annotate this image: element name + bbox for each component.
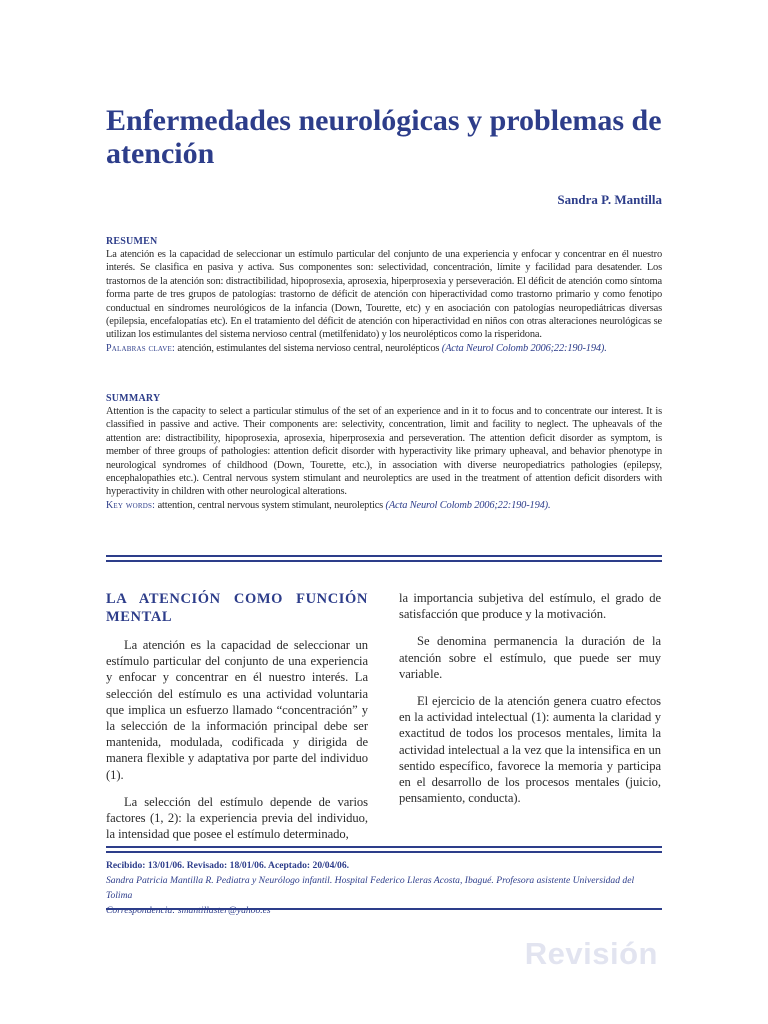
summary-citation: (Acta Neurol Colomb 2006;22:190-194). bbox=[385, 499, 551, 511]
summary-text: Attention is the capacity to select a particular stimulus of the set of an experience and in it to focus and to concentrate our interest. It is classified in passive and active. Their components are: selectivity, concentration, limit and facility to neglect. The upheavals of the attention are: distractibility, hipoprosexia, aprosexia, hiperprosexia and perseveration. The attention deficit disorder as symptom, is member of three groups of pathologies: attention deficit disorder with hyperactivity like primary upheaval, and behavior phenotype in neurological syndromes of childhood (Down, Tourette, etc.), in association with diverse neuropediatrics pathologies (epilepsy, encephalopathies etc.). Central nervous system stimulant and neuroleptics are used in the treatment of attention deficit disorders with hyperactivity in children with other neurological alterations. bbox=[106, 406, 662, 498]
received-dates: Recibido: 13/01/06. Revisado: 18/01/06. Aceptado: 20/04/06. bbox=[106, 860, 350, 871]
divider-rule bbox=[106, 560, 662, 562]
resumen-keywords-label: Palabras clave: bbox=[106, 342, 175, 354]
summary-keywords-label: Key words: bbox=[106, 499, 156, 511]
resumen-heading: RESUMEN bbox=[106, 236, 158, 247]
divider-rule bbox=[106, 555, 662, 557]
resumen-text: La atención es la capacidad de seleccionar un estímulo particular del conjunto de una experiencia y enfocar y concentrar en él nuestro interés. Se clasifica en pasiva y activa. Sus componentes son: selectividad, concentración, límite y facilidad para desatender. Los trastornos de la atención son: distractibilidad, hipoprosexia, aprosexia, hiperprosexia y perseveración. El déficit de atención como síntoma forma parte de tres grupos de patologías: trastorno de déficit de atención con hiperactividad como trastorno primario y como fenotipo conductual en síndromes neurológicos de la infancia (Down, Tourette, etc) y en asociación con patologías neuropediátricas diversas (epilepsia, encefalopatías etc). En el tratamiento del déficit de atención con hiperactividad en niños con otras alteraciones neurológicas se utilizan los estimulantes del sistema nervioso central (metilfenidato) y los neurolépticos como la risperidona. bbox=[106, 249, 662, 341]
body-paragraph: La atención es la capacidad de seleccionar un estímulo particular del conjunto de una experiencia y enfocar y concentrar en él nuestro interés. La selección del estímulo es una actividad voluntaria que implica un esfuerzo llamado “concentración” y la selección de la información principal debe ser mantenida, modulada, codificada y dirigida de manera flexible y adaptativa por parte del individuo (1). bbox=[106, 638, 368, 782]
divider-rule bbox=[106, 846, 662, 848]
correspondence-email: smantillaster@yahoo.es bbox=[177, 905, 271, 916]
body-paragraph: La selección del estímulo depende de varios factores (1, 2): la experiencia previa del individuo, la intensidad que posee el estímulo determinado, bbox=[106, 794, 368, 842]
summary-keywords bbox=[106, 499, 662, 512]
resumen-block bbox=[106, 236, 662, 355]
author-name: Sandra P. Mantilla bbox=[557, 192, 662, 207]
article-title: Enfermedades neurológicas y problemas de atención bbox=[106, 104, 662, 170]
resumen-keywords bbox=[106, 342, 662, 355]
body-paragraph: Se denomina permanencia la duración de la atención sobre el estímulo, que puede ser muy variable. bbox=[399, 634, 661, 681]
author-affiliation: Sandra Patricia Mantilla R. Pediatra y Neurólogo infantil. Hospital Federico Lleras Acosta, Ibagué. Profesora asistente Universidad del Tolima bbox=[106, 875, 635, 901]
section-tag: Revisión bbox=[524, 936, 658, 971]
summary-heading: SUMMARY bbox=[106, 393, 161, 404]
summary-block bbox=[106, 393, 662, 512]
body-column-left bbox=[106, 590, 368, 853]
divider-rule bbox=[106, 908, 662, 910]
body-paragraph-continuation: la importancia subjetiva del estímulo, el grado de satisfacción que produce y la motivación. bbox=[399, 591, 661, 622]
section-heading: LA ATENCIÓN COMO FUNCIÓN MENTAL bbox=[106, 591, 368, 625]
divider-rule bbox=[106, 851, 662, 853]
body-paragraph: El ejercicio de la atención genera cuatro efectos en la actividad intelectual (1): aumenta la claridad y exactitud de todos los procesos mentales, limita la actividad intelectual a la vez que la intensifica en un sentido específico, favorece la memoria y participa en el desarrollo de los procesos mentales (juicio, pensamiento, conducta). bbox=[399, 694, 661, 806]
body-column-right bbox=[399, 590, 661, 817]
correspondence-line bbox=[106, 903, 662, 918]
correspondence-label: Correspondencia: bbox=[106, 905, 176, 916]
resumen-keywords-text: atención, estimulantes del sistema nervioso central, neurolépticos bbox=[177, 342, 440, 354]
resumen-citation: (Acta Neurol Colomb 2006;22:190-194). bbox=[441, 342, 607, 354]
summary-keywords-text: attention, central nervous system stimulant, neuroleptics bbox=[157, 499, 384, 511]
